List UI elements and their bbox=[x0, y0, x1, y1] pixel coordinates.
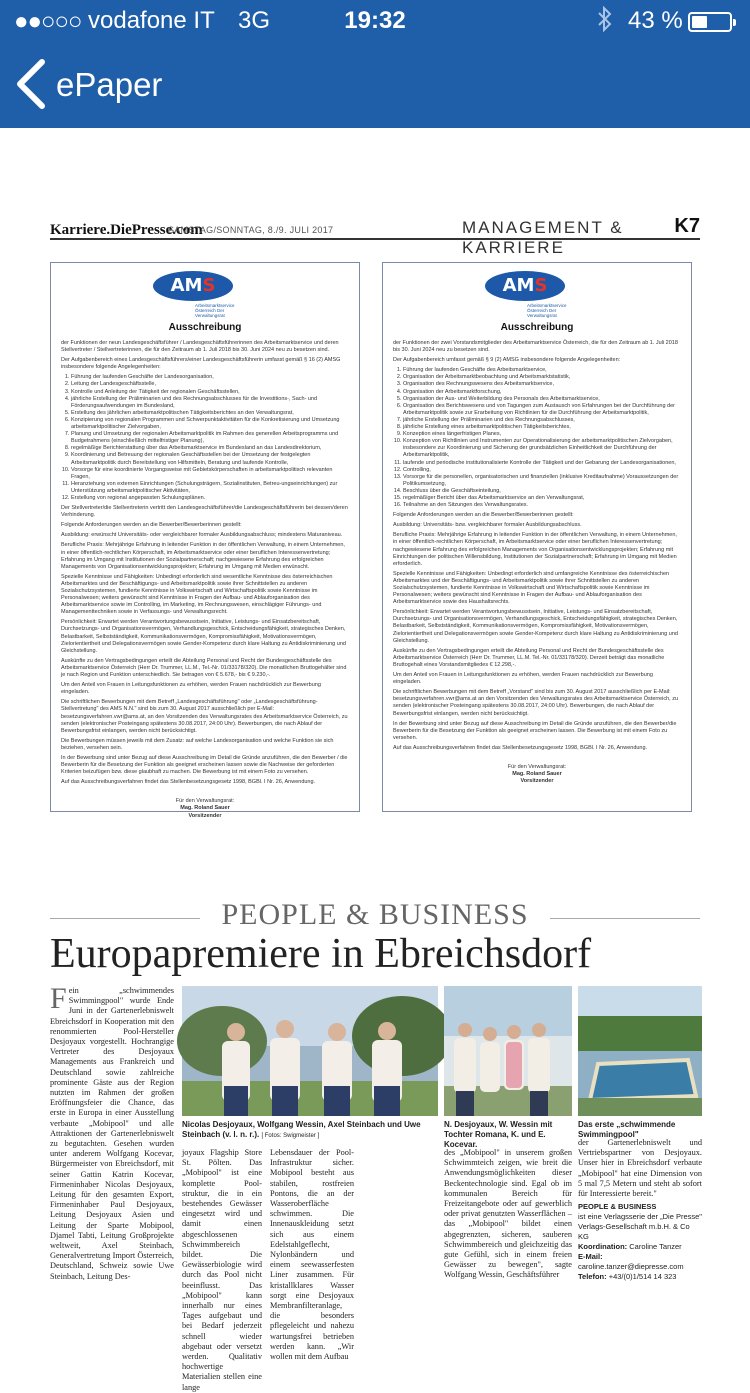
ams-logo-mark: AMS bbox=[153, 271, 233, 301]
coordination-label: Koordination: bbox=[578, 1242, 628, 1251]
email-label: E-Mail: bbox=[578, 1252, 603, 1261]
sign-name: Mag. Roland Sauer bbox=[180, 805, 230, 812]
ad-apply: Die schriftlichen Bewerbungen mit dem Betreff „Vorstand" sind bis zum 30. August 2017 ausschließlich per E-Mail: besetzungsverfahren.vwr@ams.at an den Vorsitzenden des Verwaltungsrates des Arbeitsmarktservice Österreich, zu senden (elektronischer Posteingang spätestens 30.08.2017, 24:00 Uhr). Bewerbungen, die nach Ablauf der Bewerbungsfrist einlangen, werden nicht berücksichtigt. bbox=[393, 689, 678, 717]
ad-task-item: 2. Organisation der Arbeitsmarktbeobachtung und Arbeitsmarktstatistik, bbox=[403, 374, 681, 381]
ad-signature bbox=[393, 764, 681, 785]
imprint-title: PEOPLE & BUSINESS bbox=[578, 1202, 657, 1211]
ad-req-personal: Persönlichkeit: Erwartet werden Verantwortungsbewusstsein, Initiative, Leistungs- und Einsatzbereitschaft, Durchsetzungs- und Organisationsvermögen, Verhandlungsgeschick, Entscheidungsfähigkeit, strategisches Denken, Belastbarkeit, Selbstständigkeit, Kommunikationsvermögen, Kompromissfähigkeit, Motivationsvermögen, Zielorientiertheit und Delegationsvermögen sowie Gender-Kompetenz durch klare Haltung zu Antidiskriminierung und Gleichstellung. bbox=[393, 609, 678, 644]
page-masthead bbox=[50, 212, 700, 257]
caption-1-text: Nicolas Desjoyaux, Wolfgang Wessin, Axel Steinbach und Uwe Steinbach (v. l. n. r.). bbox=[182, 1120, 421, 1139]
article-column-3: Lebensdauer der Pool-Infrastruktur sicher. Mobipool besteht aus stabilen, rostfreien Pontons, die an der Wasseroberfläche schwimmen. Die Innenauskleidung setzt sich aus einem Edelstahlgeflecht, Nylonbändern und einem seewasserfesten Liner zusammen. Für kristallklares Wasser sorgt eine Desjoyaux Membranfilteranlage, die besonders pflegeleicht und nahezu wartungsfrei betrieben werden kann. „Wir wollen mit dem Aufbau bbox=[270, 1148, 354, 1362]
phone-value: +43/(0)1/514 14 323 bbox=[608, 1272, 677, 1281]
ad-task-item: 15. regelmäßiger Bericht über das Arbeitsmarktservice an den Verwaltungsrat, bbox=[403, 495, 681, 502]
drop-cap: F bbox=[50, 982, 67, 1015]
ad-tasks-intro: Der Aufgabenbereich umfasst gemäß § 9 (2) AMSG insbesondere folgende Angelegenheiten: bbox=[393, 357, 621, 364]
ad-task-item: 13. Vorsorge für die personellen, organisatorischen und finanziellen (inklusive Kreditaufnahme) Voraussetzungen der Politikumsetzung, bbox=[403, 474, 681, 488]
ad-task-item: 10. Konzeption von Richtlinien und Instrumenten zur Operationalisierung der arbeitsmarktpolitischen Zielvorgaben, insbesondere zur Koordinierung und Sicherung der grundsätzlichen Einheitlichkeit der Durchführung der Arbeitsmarktpolitik, bbox=[403, 438, 681, 459]
battery-fill bbox=[692, 16, 707, 28]
imprint-text: ist eine Verlagsserie der „Die Presse" Verlags-Gesellschaft m.b.H. & Co KG bbox=[578, 1212, 702, 1241]
ad-task-item: 4. jährliche Erstellung der Präliminarien und des Rechnungsabschlusses für die Investitions-, Sach- und Förderungsaufwendungen im Bundesland, bbox=[71, 396, 349, 410]
imprint-email bbox=[578, 1252, 702, 1272]
job-ad-left[interactable] bbox=[50, 262, 360, 819]
ad-task-item: 11. Heranziehung von externen Einrichtungen (Schulungsträgern, Sozialinstituten, Betreu-ungseinrichtungen) zur Unterstützung arbeitsmarktpolitischer Aktivitäten, bbox=[71, 481, 349, 495]
ad-task-item: 8. regelmäßige Berichterstattung über das Arbeitsmarktservice im Bundesland an das Landesdirektorium, bbox=[71, 445, 349, 452]
ad-salary: Auskünfte zu den Vertragsbedingungen erteilt die Abteilung Personal und Recht der Bundesgeschäftsstelle des Arbeitsmarktservice Österreich (Herr Dr. Trummer, LL.M., Tel.-Nr. 01/33178/320). Die monatlichen Bruttogehälter sind je nach Region und Funktion unterschiedlich. Sie betragen von € 5.678,- bis € 9.230,-. bbox=[61, 657, 347, 679]
ad-task-item: 3. Organisation des Rechnungswesens des Arbeitsmarktservice, bbox=[403, 381, 681, 388]
signal-strength-icon: ●●○○○ bbox=[14, 8, 82, 35]
sign-role: Vorsitzender bbox=[520, 778, 554, 785]
phone-label: Telefon: bbox=[578, 1272, 607, 1281]
site-name: Karriere.DiePresse.com bbox=[50, 222, 203, 238]
clock: 19:32 bbox=[344, 7, 406, 34]
battery-nub bbox=[733, 19, 736, 26]
photo-caption-3: Das erste „schwimmende Swimmingpool" bbox=[578, 1120, 676, 1139]
ad-task-item: 7. Planung und Umsetzung der regionalen Arbeitsmarktpolitik im Rahmen des generellen Arbeitsprogramms und Budgetrahmens (einschließlich mittelfristiger Planung), bbox=[71, 431, 349, 445]
ad-task-item: 12. Erstellung von regional angepassten Schulungsplänen. bbox=[71, 495, 349, 502]
ad-task-item: 2. Leitung der Landesgeschäftsstelle, bbox=[71, 381, 349, 388]
ad-task-item: 1. Führung der laufenden Geschäfte des Arbeitsmarktservice, bbox=[403, 367, 681, 374]
ad-req-intro: Folgende Anforderungen werden an die Bewerber/Bewerberinnen gestellt: bbox=[61, 522, 242, 529]
section-title: MANAGEMENT & KARRIERE bbox=[462, 218, 624, 257]
ams-logo-subtitle: Arbeitsmarktservice Österreich Der Verwaltungsrat bbox=[195, 303, 235, 318]
ad-task-item: 8. jährliche Erstellung eines arbeitsmarktpolitischen Tätigkeitsberichtes, bbox=[403, 424, 681, 431]
ams-logo bbox=[393, 269, 681, 319]
ams-logo-mark: AMS bbox=[485, 271, 565, 301]
ad-task-item: 1. Führung der laufenden Geschäfte der Landesorganisation, bbox=[71, 374, 349, 381]
coordination-value: Caroline Tanzer bbox=[629, 1242, 682, 1251]
ad-task-list bbox=[71, 374, 349, 502]
ad-req-personal: Persönlichkeit: Erwartet werden Verantwortungsbewusstsein, Initiative, Leistungs- und Einsatzbereitschaft, Durchsetzungs- und Organisationsvermögen, Verhandlungsgeschick, Entscheidungsfähigkeit, strategisches Denken, Belastbarkeit, Selbstständigkeit, Kommunikationsvermögen, Kompromissfähigkeit, Motivationsvermögen, Zielorientiertheit und Delegationsvermögen sowie Gender-Kompetenz durch klare Haltung zu Antidiskriminierung und Gleichstellung. bbox=[61, 619, 346, 654]
ad-task-item: 10. Vorsorge für eine koordinierte Vorgangsweise mit Gebietskörperschaften in arbeitsmarktpolitisch relevanten Fragen, bbox=[71, 467, 349, 481]
ad-reasons: In der Bewerbung sind unter Bezug auf diese Ausschreibung im Detail die Gründe anzuführen, die den Bewerber / die Bewerberin für die Besetzung der Funktion als geeignet erscheinen lassen sowie die Nachweise der geforderten Kriterien beizufügen bzw. diese glaubhaft zu machen. Die Bewerbung ist mit einem Foto zu versehen. bbox=[61, 754, 348, 776]
ad-law: Auf das Ausschreibungsverfahren findet das Stellenbesetzungsgesetz 1998, BGBl. I Nr. 26, Anwendung. bbox=[393, 744, 648, 751]
sign-for: Für den Verwaltungsrat: bbox=[175, 798, 235, 805]
ad-reasons: In der Bewerbung sind unter Bezug auf diese Ausschreibung im Detail die Gründe anzuführen, die den Bewerber/die Bewerberin für die Besetzung der Funktion als geeignet erscheinen lassen. Die Bewerbung ist mit einem Foto zu versehen. bbox=[393, 720, 677, 741]
photo-caption-2: N. Desjoyaux, W. Wessin mit Tochter Romana, K. und E. Kocevar. bbox=[444, 1120, 553, 1149]
ad-apply: Die schriftlichen Bewerbungen mit dem Betreff „Landesgeschäftsführung" oder „Landesgeschäftsführung-Stellvertretung" des AMS N.N." sind bis zum 30. August 2017 ausschließlich per E-Mail: besetzungsverfahren.vwr@ams.at, an den Vorsitzenden des Verwaltungsrates des Arbeitsmarktservice Österreich, zu senden (elektronischer Posteingang spätestens 30.08.2017, 24:00 Uhr). Bewerbungen, die nach Ablauf der Bewerbungsfrist einlangen, werden nicht berücksichtigt. bbox=[61, 699, 348, 734]
ams-logo bbox=[61, 269, 349, 319]
article-column-2: joyaux Flagship Store St. Pölten. Das „Mobipool" ist eine komplette Pool-struktur, die in ein bestehendes Gewässer eingesetzt wird und damit einen abgeschlossenen Schwimmbereich bildet. Die Gewässerbiologie wird durch das Pool nicht beeinflusst. Das „Mobipool" kann innerhalb nur eines Tages aufgebaut und bei Bedarf jederzeit schnell wieder abgebaut oder versetzt werden. Qualitativ hochwertige Materialien stellen eine lange bbox=[182, 1148, 262, 1392]
photo-group-family bbox=[444, 986, 572, 1116]
ad-task-item: 7. jährliche Erstellung der Präliminarien und des Rechnungsabschlusses, bbox=[403, 417, 681, 424]
ad-heading: Ausschreibung bbox=[168, 322, 242, 333]
ad-women: Um den Anteil von Frauen in Leitungsfunktionen zu erhöhen, werden Frauen nachdrücklich zur Bewerbung eingeladen. bbox=[393, 672, 653, 686]
ad-task-item: 3. Kontrolle und Anleitung der Tätigkeit der regionalen Geschäftsstellen, bbox=[71, 389, 349, 396]
ad-req-education: Ausbildung: erwünscht Universitäts- oder vergleichbarer formaler Ausbildungsabschluss; mindestens Maturaniveau. bbox=[61, 532, 343, 539]
photo-family bbox=[444, 986, 572, 1116]
ad-task-item: 14. Beschluss über die Geschäftseinteilung, bbox=[403, 488, 681, 495]
ad-task-item: 5. Organisation der Aus- und Weiterbildung des Personals des Arbeitsmarktservice, bbox=[403, 396, 681, 403]
chevron-left-icon bbox=[14, 58, 48, 110]
page-number: K7 bbox=[674, 215, 700, 237]
top-bar bbox=[0, 0, 750, 128]
ad-women: Um den Anteil von Frauen in Leitungsfunktionen zu erhöhen, werden Frauen nachdrücklich zur Bewerbung eingeladen. bbox=[61, 682, 321, 696]
ad-task-item: 4. Organisation der Arbeitsmarktforschung, bbox=[403, 389, 681, 396]
ad-task-item: 12. Controlling, bbox=[403, 467, 681, 474]
photo-four-men bbox=[182, 986, 438, 1116]
ad-req-education: Ausbildung: Universitäts- bzw. vergleichbarer formaler Ausbildungsabschluss. bbox=[393, 522, 582, 529]
photo-mobipool bbox=[578, 986, 702, 1116]
job-ad-right[interactable] bbox=[382, 262, 692, 812]
ad-req-practice: Berufliche Praxis: Mehrjährige Erfahrung in leitender Funktion in der öffentlichen Verwaltung, in einem Unternehmen, in einer öffentlich-rechtlichen Körperschaft, im Arbeitsmarktservice oder einer beruflichen Interessenvertretung; Erfahrung im Umgang mit Institutionen der Sozialpartnerschaft; nachgewiesene Erfahrung des erfolgreichen Managements von Organisationsentwicklungsprojekten; Erfahrung im Umgang mit Medien erwünscht. bbox=[61, 542, 345, 570]
ad-task-item: 11. laufende und periodische institutionalisierte Kontrolle der Tätigkeit und der Gebarung der Landesorganisationen, bbox=[403, 460, 681, 467]
issue-date: SAMSTAG/SONNTAG, 8./9. JULI 2017 bbox=[168, 225, 334, 235]
ad-task-item: 9. Konzeption eines längerfristigen Planes, bbox=[403, 431, 681, 438]
battery-icon bbox=[688, 12, 732, 32]
article-column-1 bbox=[50, 982, 174, 1328]
article-kicker: PEOPLE & BUSINESS bbox=[221, 898, 529, 931]
ad-task-item: 5. Erstellung des jährlichen arbeitsmarktpolitischen Tätigkeitsberichtes an den Verwaltungsrat, bbox=[71, 410, 349, 417]
ad-task-item: 16. Teilnahme an den Sitzungen des Verwaltungsrates. bbox=[403, 502, 681, 509]
ams-logo-subtitle: Arbeitsmarktservice Österreich Der Verwaltungsrat bbox=[527, 303, 567, 318]
network-type: 3G bbox=[238, 7, 271, 34]
sign-name: Mag. Roland Sauer bbox=[512, 771, 562, 778]
article-column-4: des „Mobipool" in unserem großen Schwimmteich zeigen, wie breit die Anwendungsmöglichkeiten dieser Beckentechnologie sind. Egal ob im kommunalen Bereich für Freizeitangebote oder auf gewerblich oder privat genutzten Wasserflächen – das „Mobipool" bildet einen abgegrenzten, sicheren, sauberen Schwimmbereich und gleichzeitig das gute Gefühl, sich in einem freien Gewässer zu bewegen", sagte Wolfgang Wessin, Geschäftsführer bbox=[444, 1148, 572, 1280]
photo-caption-1 bbox=[182, 1120, 438, 1141]
epaper-page[interactable] bbox=[0, 200, 750, 1392]
ad-task-list bbox=[403, 367, 681, 509]
photo-credit: [ Fotos: Swigmeister ] bbox=[261, 1133, 320, 1139]
status-bar bbox=[0, 0, 750, 40]
sign-for: Für den Verwaltungsrat: bbox=[507, 763, 567, 770]
column-1-text: ein „schwimmendes Swimmingpool" wurde Ende Juni in der Gartenerlebniswelt Ebreichsdorf in Kooperation mit den renommierten Pool-Hersteller Desjoyaux vorgestellt. Hochrangige Vertreter des Desjoyaux Managements aus Frankreich und Deutschland sowie zahlreiche prominente Gäste aus der Region nutzten im Rahmen der großen Eröffnungsfeier die Chance, das erste in Europa in einer Ausstellung verbaute „Mobipool" und alle Attraktionen der Gartenerlebniswelt zu begutachten. Gesehen wurden unter anderem Wolfgang Kocevar, Bürgermeister von Ebreichsdorf, mit seiner Gattin Katrin Kocevar, Firmeninhaber Nicolas Desjoyaux, Leitung für den gesamten Export, Firmeninhaber Paul Desjoyaux, Leitung Desjoyaux Asien und Leitung der Sparte Mobipool, Djamel Tabti, Leitung Großprojekte weltweit, Axel Steinbach, Generalvertretung Import Österreich, Deutschland, Schweiz sowie Uwe Steinbach, Leitung Des- bbox=[50, 986, 174, 1281]
email-value[interactable]: caroline.tanzer@diepresse.com bbox=[578, 1262, 684, 1271]
sign-role: Vorsitzender bbox=[188, 812, 222, 819]
ad-task-item: 6. Organisation des Berichtswesens und von Tagungen zum Austausch von Erfahrungen bei der Durchführung der Arbeitsmarktpolitik sowie zur Erarbeitung von Richtlinien für die Durchführung der Arbeitsmarktpolitik, bbox=[403, 403, 681, 417]
ad-heading: Ausschreibung bbox=[500, 322, 574, 333]
ad-req-practice: Berufliche Praxis: Mehrjährige Erfahrung in leitender Funktion in der öffentlichen Verwaltung, in einem Unternehmen, in einer öffentlich-rechtlichen Körperschaft, im Arbeitsmarktservice oder einer beruflichen Interessenvertretung; nachgewiesene Erfahrung des erfolgreichen Managements von Organisationsentwicklungsprojekten; Erfahrung mit Einrichtungen der politischen Willensbildung, Institutionen der Sozialpartnerschaft; Erfahrung im Umgang mit Medien erforderlich. bbox=[393, 532, 677, 567]
carrier-name: vodafone IT bbox=[88, 7, 215, 34]
ad-task-item: 6. Konzipierung von regionalen Programmen und Schwerpunktaktivitäten für die Konkretisierung und Umsetzung arbeitsmarktpolitischer Zielvorgaben, bbox=[71, 417, 349, 431]
imprint-coordination bbox=[578, 1242, 702, 1252]
ad-addition: Die Bewerbungen müssen jeweils mit dem Zusatz: auf welche Landesorganisation und welche Funktion sie sich beziehen, versehen sein. bbox=[61, 737, 334, 751]
imprint-phone bbox=[578, 1272, 702, 1282]
article-headline: Europapremiere in Ebreichsdorf bbox=[50, 931, 592, 977]
ad-req-intro: Folgende Anforderungen werden an die Bewerber/Bewerberinnen gestellt: bbox=[393, 512, 574, 519]
bluetooth-icon bbox=[596, 6, 614, 39]
ad-salary: Auskünfte zu den Vertragsbedingungen erteilt die Abteilung Personal und Recht der Bundesgeschäftsstelle des Arbeitsmarktservice Österreich (Herr Dr. Trummer, LL.M. Tel.-Nr. 01/33178/320). Derzeit beträgt das monatliche Bruttogehalt eines Vorstandsmitgliedes € 12.298,-. bbox=[393, 647, 665, 668]
ad-intro: der Funktionen der zwei Vorstandsmitglieder des Arbeitsmarktservice Österreich, die für den Zeitraum ab 1. Juli 2018 bis 30. Juni 2024 neu zu besetzen sind. bbox=[393, 340, 678, 354]
photo-floating-pool bbox=[578, 986, 702, 1116]
ad-req-knowledge: Spezielle Kenntnisse und Fähigkeiten: Unbedingt erforderlich sind wesentliche Kenntnisse des österreichischen Arbeitsmarktes und der Beschäftigungs- und Arbeitsmarktpolitik sowie ihrer Schnittstellen zu anderen Sozialschutzsystemen, fundierte Kenntnisse in Volkswirtschaft und Wirtschaftspolitik sowie Kenntnisse im Personalwesen; weiters gewünscht sind Kenntnisse in Fragen der Aufbau- und Ablauforganisation des Arbeitsmarktservice sowie im Controlling, im Marketing, im Rechnungswesen, einschlägiger Führungs- und Managementtechniken sowie in Verfassungs- und Verwaltungsrecht. bbox=[61, 573, 333, 616]
nav-title: ePaper bbox=[56, 66, 163, 103]
ad-tasks-intro: Der Aufgabenbereich eines Landesgeschäftsführers/einer Landesgeschäftsführerin umfasst gemäß § 16 (2) AMSG insbesondere folgende Angelegenheiten: bbox=[61, 357, 341, 371]
photo-group-men bbox=[182, 986, 438, 1116]
ad-task-item: 9. Koordinierung und Betreuung der regionalen Geschäftsstellen bei der Umsetzung der festgelegten Arbeitsmarktpolitik durch Bereitstellung von Hilfsmitteln, Beratung und laufende Kontrolle, bbox=[71, 452, 349, 466]
imprint-box bbox=[578, 1202, 702, 1282]
ad-intro: der Funktionen der neun Landesgeschäftsführer / Landesgeschäftsführerinnen des Arbeitsmarktservice und deren Stellvertreter / Stellvertreterinnen, die für den Zeitraum ab 1. Juli 2018 bis 30. Juni 2024 neu zu besetzen sind. bbox=[61, 340, 339, 354]
article-column-5: der Gartenerlebniswelt und Vertriebspartner von Desjoyaux. Unser hier in Ebreichsdorf verbaute „Mobipool" hat eine Dimension von 5 mal 7,5 Metern und steht ab sofort für Interessierte bereit." bbox=[578, 1138, 702, 1199]
ad-req-knowledge: Spezielle Kenntnisse und Fähigkeiten: Unbedingt erforderlich sind umfangreiche Kenntnisse des österreichischen Arbeitsmarktes und der Beschäftigungs- und Arbeitsmarktpolitik sowie ihrer Schnittstellen zu anderen Sozialschutzsystemen, fundierte Kenntnisse in Volkswirtschaft und Wirtschaftspolitik sowie Kenntnisse im Personalwesen; weiters gewünscht sind Kenntnisse in Fragen der Aufbau- und Ablauforganisation des Arbeitsmarktservice sowie des Haushaltsrechts. bbox=[393, 570, 670, 606]
ad-law: Auf das Ausschreibungsverfahren findet das Stellenbesetzungsgesetz 1998, BGBl. I Nr. 26, Anwendung. bbox=[61, 779, 316, 786]
ad-deputy: Der Stellvertreter/die Stellvertreterin vertritt den Landesgeschäftsführer/die Landesgeschäftsführerin bei dessen/deren Verhinderung. bbox=[61, 505, 348, 519]
back-button[interactable] bbox=[14, 58, 54, 110]
navigation-bar bbox=[0, 40, 750, 128]
ad-signature bbox=[61, 798, 349, 819]
battery-percentage: 43 % bbox=[628, 7, 683, 34]
